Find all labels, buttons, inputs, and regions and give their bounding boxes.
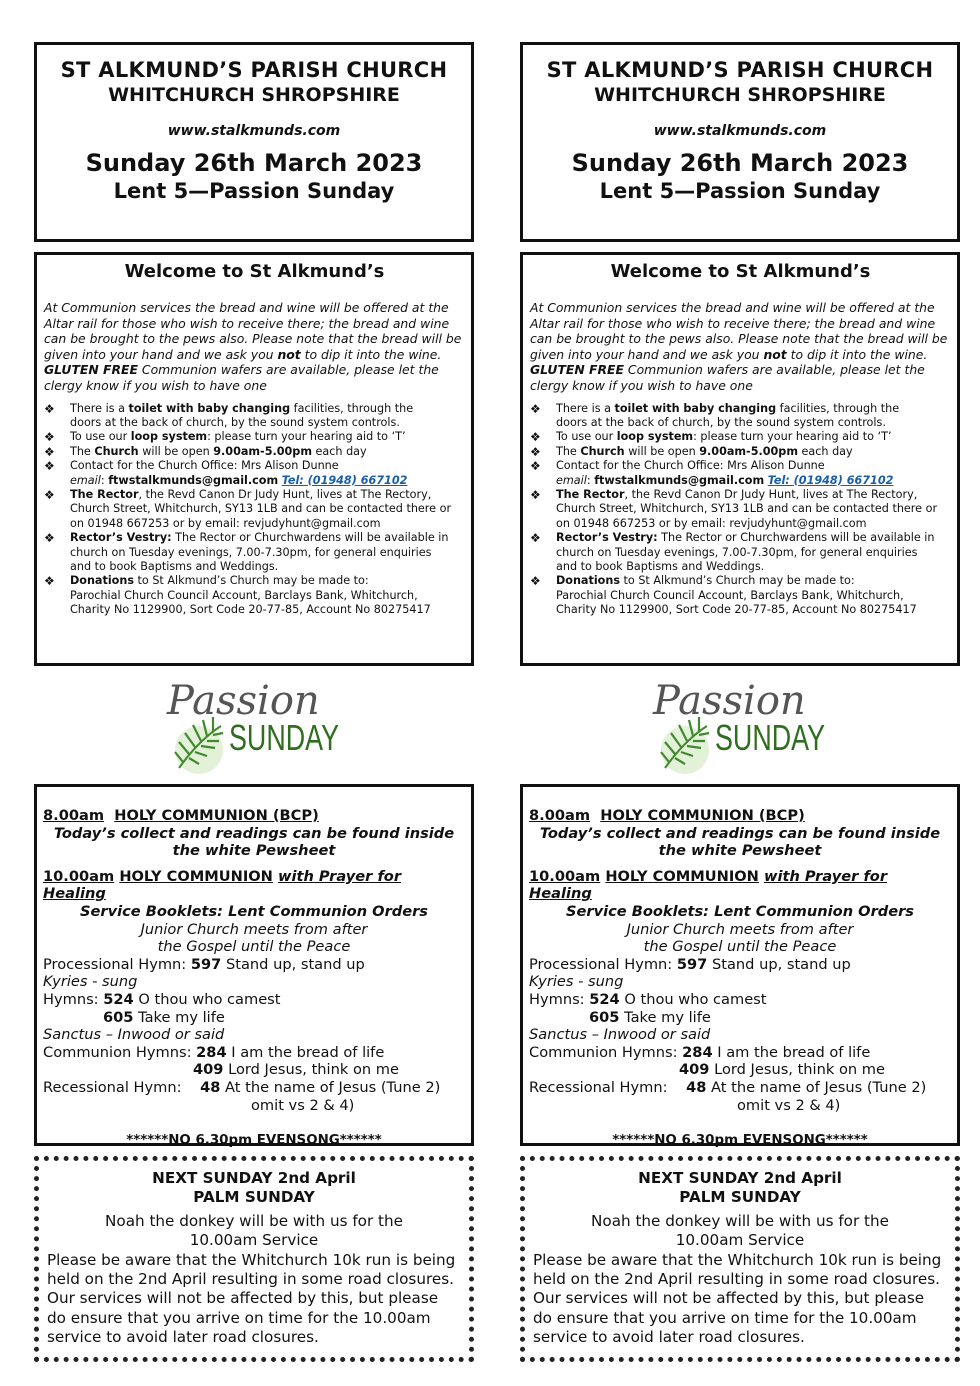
- service-10am-heading: 10.00am HOLY COMMUNION with Prayer for Healing: [43, 867, 402, 903]
- office-email[interactable]: ftwstalkmunds@gmail.com: [108, 473, 279, 487]
- evensong-notice: ******NO 6.30pm EVENSONG******: [612, 1133, 868, 1149]
- info-list: [530, 402, 951, 618]
- service-date: Sunday 26th March 2023: [85, 149, 423, 177]
- bullet-icon: ❖: [44, 459, 55, 474]
- office-email[interactable]: ftwstalkmunds@gmail.com: [594, 473, 765, 487]
- bullet-icon: ❖: [530, 459, 541, 474]
- donkey-note: Noah the donkey will be with us for the: [105, 1211, 403, 1230]
- list-item: ❖ There is a toilet with baby changing facilities, through the doors at the back of church, by the sound system controls.: [44, 401, 414, 429]
- office-phone-link[interactable]: Tel: (01948) 667102: [281, 473, 408, 487]
- bullet-icon: ❖: [530, 531, 541, 546]
- logo-passion-text: Passion: [167, 678, 320, 724]
- palm-sunday-title: PALM SUNDAY: [679, 1188, 801, 1207]
- list-item: ❖ There is a toilet with baby changing facilities, through the doors at the back of church, by the sound system controls.: [530, 401, 900, 429]
- list-item: ❖ Rector’s Vestry: The Rector or Churchwardens will be available in church on Tuesday evenings, 7.00-7.30pm, for general enquiries and to book Baptisms and Weddings.: [44, 531, 449, 574]
- junior-church-note: Junior Church meets from after: [140, 920, 368, 938]
- list-item: ❖ The Church will be open 9.00am-5.00pm each day: [530, 444, 853, 459]
- service-8am-note: the white Pewsheet: [658, 842, 822, 860]
- header-box: [34, 42, 474, 242]
- passion-sunday-logo: [645, 670, 835, 778]
- donkey-note: Noah the donkey will be with us for the: [591, 1211, 889, 1230]
- welcome-box: [34, 252, 474, 666]
- list-item: ❖ Donations to St Alkmund’s Church may be made to: Parochial Church Council Account, Barclays Bank, Whitchurch, Charity No 1129900, Sort Code 20-77-85, Account No 80275417: [530, 574, 917, 617]
- kyries: Kyries - sung: [43, 973, 138, 991]
- bullet-icon: ❖: [44, 488, 55, 502]
- church-name: ST ALKMUND’S PARISH CHURCH: [546, 58, 934, 82]
- communion-hymn-1: Communion Hymns: 284 I am the bread of life: [43, 1043, 385, 1061]
- sanctus: Sanctus – Inwood or said: [43, 1026, 225, 1044]
- bullet-icon: ❖: [44, 574, 55, 589]
- services-box: [34, 784, 474, 1149]
- website[interactable]: www.stalkmunds.com: [167, 123, 341, 139]
- donkey-note: 10.00am Service: [189, 1231, 319, 1250]
- bullet-icon: ❖: [530, 488, 541, 502]
- list-item: ❖ Donations to St Alkmund’s Church may be made to: Parochial Church Council Account, Barclays Bank, Whitchurch, Charity No 1129900, Sort Code 20-77-85, Account No 80275417: [44, 574, 431, 617]
- church-place: WHITCHURCH SHROPSHIRE: [108, 84, 400, 106]
- bullet-icon: ❖: [530, 444, 541, 459]
- info-list: [44, 402, 465, 618]
- service-8am-note: Today’s collect and readings can be found inside: [539, 824, 941, 842]
- logo-sunday-text: SUNDAY: [715, 717, 825, 758]
- road-closure-notice: Please be aware that the Whitchurch 10k run is being held on the 2nd April resulting in some road closures. Our services will not be affected by this, but please do ensure that you arrive on time for the 10.00am service to avoid later road closures.: [47, 1250, 456, 1347]
- palm-sunday-title: PALM SUNDAY: [193, 1188, 315, 1207]
- processional-hymn: Processional Hymn: 597 Stand up, stand up: [529, 955, 851, 973]
- road-closure-notice: Please be aware that the Whitchurch 10k run is being held on the 2nd April resulting in some road closures. Our services will not be affected by this, but please do ensure that you arrive on time for the 10.00am service to avoid later road closures.: [533, 1250, 942, 1347]
- website[interactable]: www.stalkmunds.com: [653, 123, 827, 139]
- list-item: ❖ The Church will be open 9.00am-5.00pm each day: [44, 444, 367, 459]
- bullet-icon: ❖: [44, 531, 55, 546]
- passion-sunday-logo: [159, 670, 349, 778]
- list-item: ❖ Contact for the Church Office: Mrs Alison Dunne email: ftwstalkmunds@gmail.com Tel: (01948) 667102: [530, 459, 894, 487]
- bullet-icon: ❖: [44, 401, 55, 416]
- palm-leaf-icon: [661, 717, 709, 774]
- recessional-note: omit vs 2 & 4): [251, 1096, 355, 1114]
- hymn-1: Hymns: 524 O thou who camest: [529, 990, 767, 1008]
- recessional-hymn: Recessional Hymn: 48 At the name of Jesus (Tune 2): [529, 1078, 927, 1096]
- recessional-hymn: Recessional Hymn: 48 At the name of Jesus (Tune 2): [43, 1078, 441, 1096]
- service-8am-heading: 8.00am HOLY COMMUNION (BCP): [43, 807, 319, 824]
- welcome-title: Welcome to St Alkmund’s: [610, 261, 871, 282]
- evensong-notice: ******NO 6.30pm EVENSONG******: [126, 1133, 382, 1149]
- communion-hymn-2: 409 Lord Jesus, think on me: [193, 1061, 399, 1079]
- list-item: ❖ The Rector, the Revd Canon Dr Judy Hunt, lives at The Rectory, Church Street, Whitchurch, SY13 1LB and can be contacted there or on 01948 667253 or by email: revjudyhunt@gmail.com: [44, 488, 452, 530]
- recessional-note: omit vs 2 & 4): [737, 1096, 841, 1114]
- junior-church-note: Junior Church meets from after: [626, 920, 854, 938]
- occasion: Lent 5—Passion Sunday: [599, 179, 881, 203]
- church-name: ST ALKMUND’S PARISH CHURCH: [60, 58, 448, 82]
- next-sunday-title: NEXT SUNDAY 2nd April: [152, 1169, 356, 1187]
- header-box: [520, 42, 960, 242]
- service-date: Sunday 26th March 2023: [571, 149, 909, 177]
- communion-hymn-2: 409 Lord Jesus, think on me: [679, 1061, 885, 1079]
- occasion: Lent 5—Passion Sunday: [113, 179, 395, 203]
- office-phone-link[interactable]: Tel: (01948) 667102: [767, 473, 894, 487]
- church-place: WHITCHURCH SHROPSHIRE: [594, 84, 886, 106]
- kyries: Kyries - sung: [529, 973, 624, 991]
- next-sunday-title: NEXT SUNDAY 2nd April: [638, 1169, 842, 1187]
- hymn-2: 605 Take my life: [103, 1008, 225, 1026]
- bullet-icon: ❖: [44, 430, 55, 445]
- service-10am-heading: 10.00am HOLY COMMUNION with Prayer for Healing: [529, 867, 888, 903]
- junior-church-note: the Gospel until the Peace: [157, 938, 351, 956]
- donkey-note: 10.00am Service: [675, 1231, 805, 1250]
- next-sunday-box: [34, 1156, 474, 1362]
- welcome-box: [520, 252, 960, 666]
- service-booklets: Service Booklets: Lent Communion Orders: [79, 902, 428, 920]
- hymn-2: 605 Take my life: [589, 1008, 711, 1026]
- list-item: ❖ To use our loop system: please turn your hearing aid to ‘T’: [44, 430, 406, 445]
- logo-passion-text: Passion: [653, 678, 806, 724]
- palm-leaf-icon: [175, 717, 223, 774]
- junior-church-note: the Gospel until the Peace: [643, 938, 837, 956]
- list-item: ❖ To use our loop system: please turn your hearing aid to ‘T’: [530, 430, 892, 445]
- processional-hymn: Processional Hymn: 597 Stand up, stand up: [43, 955, 365, 973]
- list-item: ❖ Rector’s Vestry: The Rector or Churchwardens will be available in church on Tuesday evenings, 7.00-7.30pm, for general enquiries and to book Baptisms and Weddings.: [530, 531, 935, 574]
- service-8am-note: the white Pewsheet: [172, 842, 336, 860]
- bullet-icon: ❖: [530, 401, 541, 416]
- logo-sunday-text: SUNDAY: [229, 717, 339, 758]
- communion-hymn-1: Communion Hymns: 284 I am the bread of life: [529, 1043, 871, 1061]
- communion-info: At Communion services the bread and wine will be offered at the Altar rail for those who wish to receive there; the bread and wine can be brought to the pews also. Please note that the bread will be given into your hand and we ask you not to dip it into the wine. GLUTEN FREE Communion wafers are available, please let the clergy know if you wish to have one: [44, 300, 462, 393]
- bullet-icon: ❖: [530, 574, 541, 589]
- service-8am-heading: 8.00am HOLY COMMUNION (BCP): [529, 807, 805, 824]
- service-booklets: Service Booklets: Lent Communion Orders: [565, 902, 914, 920]
- sanctus: Sanctus – Inwood or said: [529, 1026, 711, 1044]
- hymn-1: Hymns: 524 O thou who camest: [43, 990, 281, 1008]
- service-8am-note: Today’s collect and readings can be found inside: [53, 824, 455, 842]
- bullet-icon: ❖: [44, 444, 55, 459]
- bullet-icon: ❖: [530, 430, 541, 445]
- list-item: ❖ The Rector, the Revd Canon Dr Judy Hunt, lives at The Rectory, Church Street, Whitchurch, SY13 1LB and can be contacted there or on 01948 667253 or by email: revjudyhunt@gmail.com: [530, 488, 938, 530]
- communion-info: At Communion services the bread and wine will be offered at the Altar rail for those who wish to receive there; the bread and wine can be brought to the pews also. Please note that the bread will be given into your hand and we ask you not to dip it into the wine. GLUTEN FREE Communion wafers are available, please let the clergy know if you wish to have one: [530, 300, 948, 393]
- next-sunday-box: [520, 1156, 960, 1362]
- services-box: [520, 784, 960, 1149]
- list-item: ❖ Contact for the Church Office: Mrs Alison Dunne email: ftwstalkmunds@gmail.com Tel: (01948) 667102: [44, 459, 408, 487]
- welcome-title: Welcome to St Alkmund’s: [124, 261, 385, 282]
